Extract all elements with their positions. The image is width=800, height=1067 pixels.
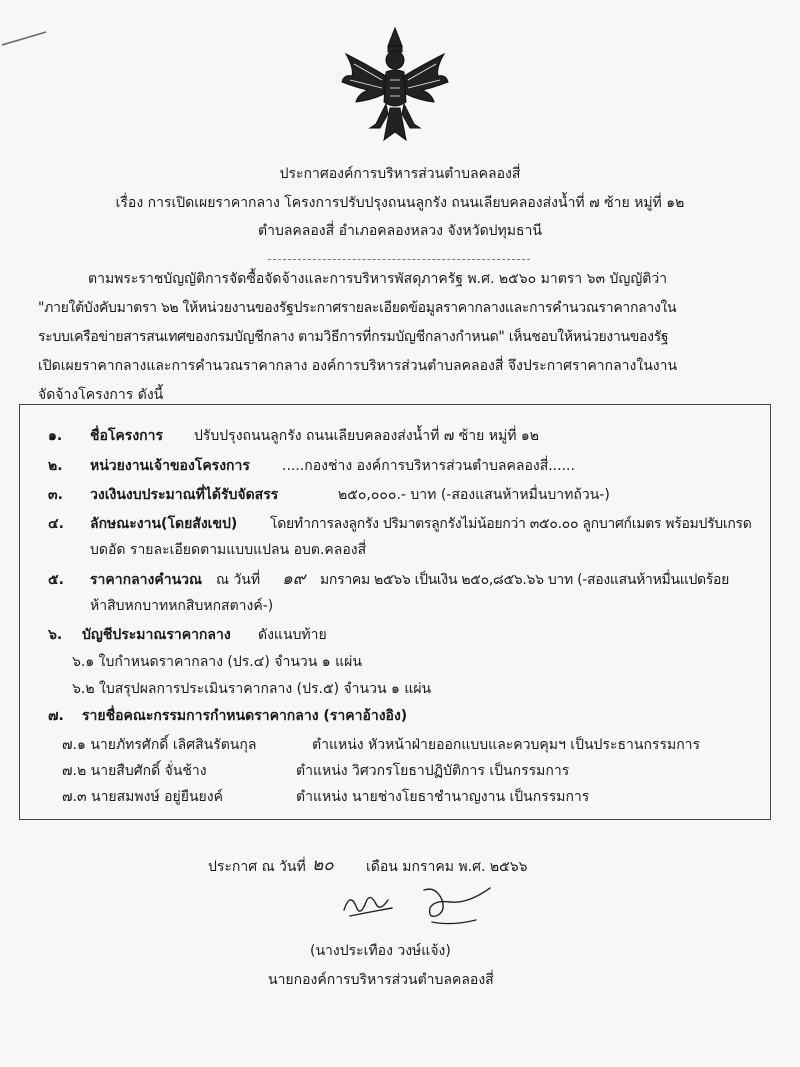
details-box xyxy=(19,404,771,820)
item-label: ชื่อโครงการ xyxy=(90,428,164,444)
item-label: ลักษณะงาน(โดยสังเขป) xyxy=(90,516,238,532)
item-label: วงเงินงบประมาณที่ได้รับจัดสรร xyxy=(90,487,279,503)
item-text: ๒๕๐,๐๐๐.- บาท (-สองแสนห้าหมื่นบาทถ้วน-) xyxy=(338,487,610,503)
item-text: ปรับปรุงถนนลูกรัง ถนนเลียบคลองส่งน้ำที่ ๗ ซ้าย หมู่ที่ ๑๒ xyxy=(194,428,540,444)
item-text-cont: ห้าสิบหกบาทหกสิบหกสตางค์-) xyxy=(90,598,274,614)
intro-line: จัดจ้างโครงการ ดังนี้ xyxy=(38,387,164,403)
item-date-prefix: ณ วันที่ xyxy=(216,572,261,588)
signer-name: (นางประเทือง วงษ์แจ้ง) xyxy=(310,943,451,959)
footer-date: เดือน มกราคม พ.ศ. ๒๕๖๖ xyxy=(366,859,528,875)
item-number: ๑. xyxy=(48,428,63,444)
header-title: ประกาศองค์การบริหารส่วนตำบลคลองสี่ xyxy=(279,166,521,182)
intro-line: "ภายใต้บังคับมาตรา ๖๒ ให้หน่วยงานของรัฐประกาศรายละเอียดข้อมูลราคากลางและการคำนวณราคากลางใน xyxy=(38,300,677,316)
intro-line: ตามพระราชบัญญัติการจัดซื้อจัดจ้างและการบริหารพัสดุภาครัฐ พ.ศ. ๒๕๖๐ มาตรา ๖๓ บัญญัติว่า xyxy=(88,271,668,287)
item-text: .....กองช่าง องค์การบริหารส่วนตำบลคลองสี่...... xyxy=(282,458,575,474)
handwritten-day: ๑๙ xyxy=(282,569,306,589)
member-name: ๗.๓ นายสมพงษ์ อยู่ยืนยงค์ xyxy=(62,789,223,805)
member-role: ตำแหน่ง นายช่างโยธาชำนาญงาน เป็นกรรมการ xyxy=(296,789,590,805)
header-location: ตำบลคลองสี่ อำเภอคลองหลวง จังหวัดปทุมธานี xyxy=(258,223,542,239)
garuda-emblem-icon xyxy=(336,24,454,144)
sub-item: ๖.๒ ใบสรุปผลการประเมินราคากลาง (ปร.๕) จำนวน ๑ แผ่น xyxy=(72,681,432,697)
item-text-cont: บดอัด รายละเอียดตามแบบแปลน อบต.คลองสี่ xyxy=(90,542,367,558)
item-label: ราคากลางคำนวณ xyxy=(90,572,203,588)
footer-date-prefix: ประกาศ ณ วันที่ xyxy=(208,859,306,875)
item-number: ๒. xyxy=(48,458,63,474)
item-number: ๔. xyxy=(48,516,64,532)
member-role: ตำแหน่ง วิศวกรโยธาปฏิบัติการ เป็นกรรมการ xyxy=(296,763,570,779)
item-text: ดังแนบท้าย xyxy=(258,627,327,643)
item-text: โดยทำการลงลูกรัง ปริมาตรลูกรังไม่น้อยกว่า ๓๕๐.๐๐ ลูกบาศก์เมตร พร้อมปรับเกรด xyxy=(270,516,752,532)
item-label: หน่วยงานเจ้าของโครงการ xyxy=(90,458,250,474)
member-name: ๗.๑ นายภัทรศักดิ์ เลิศสินรัตนกุล xyxy=(62,737,257,753)
member-name: ๗.๒ นายสืบศักดิ์ จั่นช้าง xyxy=(62,763,207,779)
signer-position: นายกองค์การบริหารส่วนตำบลคลองสี่ xyxy=(268,972,494,988)
intro-line: เปิดเผยราคากลางและการคำนวณราคากลาง องค์การบริหารส่วนตำบลคลองสี่ จึงประกาศราคากลางในงาน xyxy=(38,358,678,374)
item-label: รายชื่อคณะกรรมการกำหนดราคากลาง (ราคาอ้างอิง) xyxy=(82,708,408,724)
header-subject: เรื่อง การเปิดเผยราคากลาง โครงการปรับปรุงถนนลูกรัง ถนนเลียบคลองส่งน้ำที่ ๗ ซ้าย หมู่ที่ ๑๒ xyxy=(115,195,685,211)
item-number: ๖. xyxy=(48,627,63,643)
item-number: ๗. xyxy=(48,708,64,724)
member-role: ตำแหน่ง หัวหน้าฝ่ายออกแบบและควบคุมฯ เป็นประธานกรรมการ xyxy=(312,737,701,753)
item-text: มกราคม ๒๕๖๖ เป็นเงิน ๒๕๐,๘๕๖.๖๖ บาท (-สองแสนห้าหมื่นแปดร้อย xyxy=(320,572,730,588)
item-number: ๕. xyxy=(48,572,64,588)
pen-mark xyxy=(0,28,50,48)
intro-line: ระบบเครือข่ายสารสนเทศของกรมบัญชีกลาง ตามวิธีการที่กรมบัญชีกลางกำหนด" เห็นชอบให้หน่วยงานของรัฐ xyxy=(38,329,669,345)
footer-handwritten-day: ๒๐ xyxy=(312,855,334,875)
divider xyxy=(268,259,530,260)
item-label: บัญชีประมาณราคากลาง xyxy=(82,627,231,643)
sub-item: ๖.๑ ใบกำหนดราคากลาง (ปร.๔) จำนวน ๑ แผ่น xyxy=(72,654,362,670)
item-number: ๓. xyxy=(48,487,63,503)
signature xyxy=(340,882,500,932)
